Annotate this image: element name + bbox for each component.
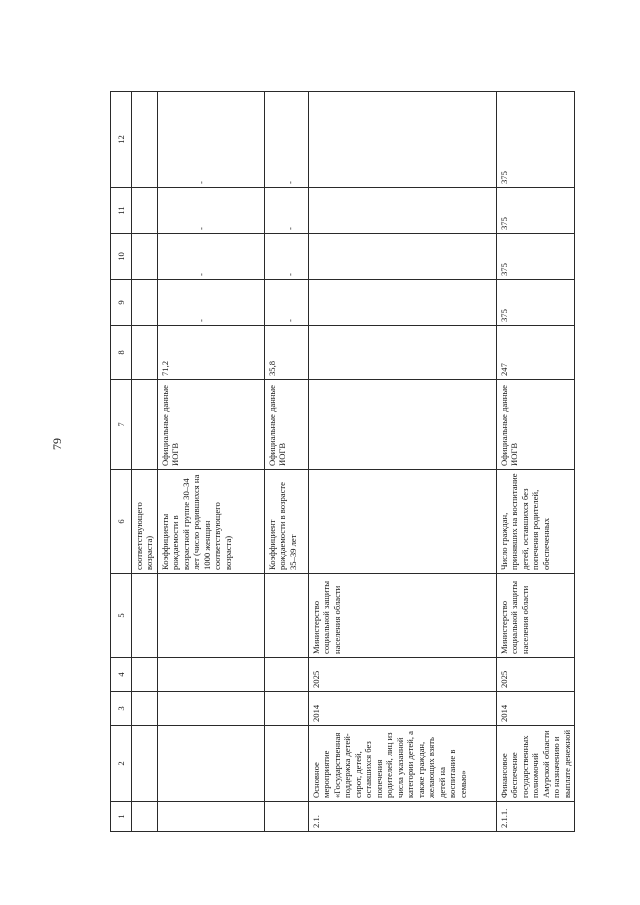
cell-executor [265, 574, 309, 658]
cell-base-value [132, 326, 158, 380]
cell-value: - [285, 319, 295, 322]
cell-start-year [132, 692, 158, 726]
cell-value [309, 280, 497, 326]
cell-indicator: Число граждан, принявших на воспитание детей, оставшихся без попечения родителей, обеспеченных [497, 470, 575, 574]
cell-source: Официальные данные ИОГВ [265, 380, 309, 470]
column-header: 2 [111, 726, 132, 802]
cell-value: 375 [497, 234, 575, 280]
column-header: 8 [111, 326, 132, 380]
cell-value: - [285, 227, 295, 230]
cell-value: - [196, 273, 206, 276]
cell-source [132, 380, 158, 470]
cell-end-year [158, 658, 265, 692]
cell-indicator [309, 470, 497, 574]
rotated-table-wrapper [110, 92, 572, 832]
cell-number [158, 802, 265, 832]
cell-end-year [132, 658, 158, 692]
cell-name [265, 726, 309, 802]
cell-indicator: Коэффициенты рождаемости в возрастной группе 30–34 лет (число родившихся на 1000 женщин соответствующего возраста) [158, 470, 265, 574]
cell-value: 375 [497, 280, 575, 326]
cell-start-year [158, 692, 265, 726]
cell-value: - [285, 181, 295, 184]
column-header: 6 [111, 470, 132, 574]
table-header-row [111, 92, 132, 832]
cell-executor: Министерство социальной защиты населения области [309, 574, 497, 658]
cell-number: 2.1.1. [497, 802, 575, 832]
cell-value [132, 188, 158, 234]
cell-base-value: 35,8 [265, 326, 309, 380]
cell-end-year [265, 658, 309, 692]
column-header: 3 [111, 692, 132, 726]
cell-value: - [196, 227, 206, 230]
table-row [132, 92, 158, 832]
cell-start-year [265, 692, 309, 726]
cell-value [132, 234, 158, 280]
column-header: 12 [111, 92, 132, 188]
cell-value: - [285, 273, 295, 276]
cell-indicator: соответствующего возраста) [132, 470, 158, 574]
cell-value [132, 92, 158, 188]
cell-number [265, 802, 309, 832]
cell-end-year: 2025 [309, 658, 497, 692]
cell-value: 375 [497, 188, 575, 234]
page-number: 79 [50, 438, 64, 450]
cell-value: - [196, 319, 206, 322]
cell-number: 2.1. [309, 802, 497, 832]
cell-source: Официальные данные ИОГВ [158, 380, 265, 470]
cell-source: Официальные данные ИОГВ [497, 380, 575, 470]
program-table [110, 91, 575, 832]
cell-base-value: 247 [497, 326, 575, 380]
column-header: 10 [111, 234, 132, 280]
column-header: 9 [111, 280, 132, 326]
table-row [158, 92, 265, 832]
cell-value: - [196, 181, 206, 184]
cell-base-value [309, 326, 497, 380]
cell-executor [132, 574, 158, 658]
cell-executor [158, 574, 265, 658]
column-header: 5 [111, 574, 132, 658]
column-header: 11 [111, 188, 132, 234]
cell-start-year: 2014 [497, 692, 575, 726]
cell-executor: Министерство социальной защиты населения области [497, 574, 575, 658]
cell-value: 375 [497, 92, 575, 188]
cell-value [309, 92, 497, 188]
table-row [265, 92, 309, 832]
column-header: 4 [111, 658, 132, 692]
cell-value [309, 234, 497, 280]
cell-indicator: Коэффициент рождаемости в возрасте 35–39 лет [265, 470, 309, 574]
cell-source [309, 380, 497, 470]
cell-value [132, 280, 158, 326]
column-header: 7 [111, 380, 132, 470]
cell-name: Основное мероприятие «Государственная поддержка детей-сирот, детей, оставшихся без попечения родителей, лиц из числа указанной категории детей, а также граждан, желающих взять детей на воспитание в семью» [309, 726, 497, 802]
cell-end-year: 2025 [497, 658, 575, 692]
cell-start-year: 2014 [309, 692, 497, 726]
cell-number [132, 802, 158, 832]
cell-value [309, 188, 497, 234]
cell-base-value: 71,2 [158, 326, 265, 380]
cell-name [132, 726, 158, 802]
table-row [497, 92, 575, 832]
column-header: 1 [111, 802, 132, 832]
cell-name [158, 726, 265, 802]
table-row [309, 92, 497, 832]
cell-name: Финансовое обеспечение государственных полномочий Амурской области по назначению и выплате денежной [497, 726, 575, 802]
